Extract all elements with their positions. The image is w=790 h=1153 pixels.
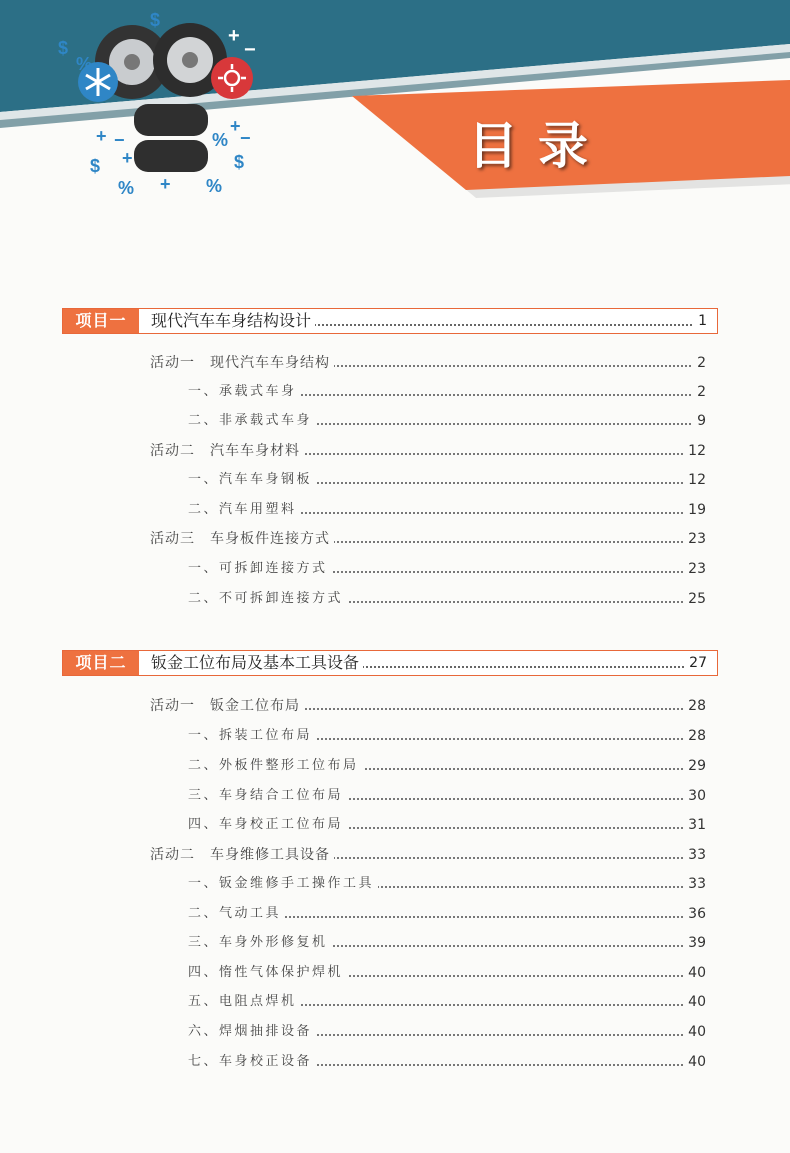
page-number: 31 — [684, 814, 706, 836]
project-heading[interactable] — [62, 308, 718, 334]
percent-icon: % — [118, 178, 135, 198]
plus-icon: + — [96, 126, 107, 146]
toc-section[interactable] — [0, 903, 790, 925]
toc-label: 二、不可拆卸连接方式 — [188, 588, 347, 610]
sun-icon — [211, 57, 253, 99]
page-number: 29 — [684, 755, 706, 777]
toc-section[interactable] — [0, 873, 790, 895]
toc-label: 活动二 车身维修工具设备 — [150, 844, 334, 866]
toc-section[interactable] — [0, 932, 790, 954]
toc-label: 一、拆装工位布局 — [188, 725, 316, 747]
plus-icon: + — [160, 174, 171, 194]
toc-section[interactable] — [0, 469, 790, 491]
project-title: 钣金工位布局及基本工具设备 — [151, 651, 363, 675]
dollar-icon: $ — [90, 156, 101, 176]
toc-label: 七、车身校正设备 — [188, 1051, 316, 1073]
toc-section[interactable] — [0, 962, 790, 984]
page-number: 27 — [685, 651, 707, 675]
toc-label: 二、外板件整形工位布局 — [188, 755, 363, 777]
toc-label: 二、气动工具 — [188, 903, 285, 925]
page-number: 36 — [684, 903, 706, 925]
toc-section[interactable] — [0, 755, 790, 777]
toc-section[interactable] — [0, 785, 790, 807]
toc-label: 三、车身结合工位布局 — [188, 785, 347, 807]
project-title: 现代汽车车身结构设计 — [151, 309, 315, 333]
page-number: 40 — [684, 962, 706, 984]
page-number: 30 — [684, 785, 706, 807]
toc-label: 四、车身校正工位布局 — [188, 814, 347, 836]
page-number: 40 — [684, 1021, 706, 1043]
toc-label: 一、汽车车身钢板 — [188, 469, 316, 491]
page-number: 40 — [684, 1051, 706, 1073]
minus-icon: − — [114, 130, 125, 150]
page-title: 目录 — [468, 117, 608, 175]
toc-section[interactable] — [0, 558, 790, 580]
toc-label: 二、汽车用塑料 — [188, 499, 301, 521]
page-number: 33 — [684, 873, 706, 895]
project-tag: 项目一 — [63, 309, 139, 333]
dollar-icon: $ — [150, 10, 161, 30]
toc-label: 五、电阻点焊机 — [188, 991, 301, 1013]
dollar-icon: $ — [234, 152, 245, 172]
page-number: 9 — [693, 410, 706, 432]
toc-section[interactable] — [0, 588, 790, 610]
page-number: 19 — [684, 499, 706, 521]
page-number: 39 — [684, 932, 706, 954]
page-number: 23 — [684, 558, 706, 580]
project-tag: 项目二 — [63, 651, 139, 675]
toc-label: 活动三 车身板件连接方式 — [150, 528, 334, 550]
percent-icon: % — [76, 54, 93, 74]
plus-icon: + — [230, 116, 241, 136]
toc-label: 一、钣金维修手工操作工具 — [188, 873, 378, 895]
toc-activity[interactable] — [0, 844, 790, 866]
plus-icon: + — [228, 25, 240, 47]
toc-label: 六、焊烟抽排设备 — [188, 1021, 316, 1043]
toc-activity[interactable] — [0, 695, 790, 717]
plus-icon: + — [122, 148, 133, 168]
minus-icon: − — [244, 39, 256, 61]
toc-section[interactable] — [0, 814, 790, 836]
page-number: 12 — [684, 440, 706, 462]
toc-label: 活动二 汽车车身材料 — [150, 440, 304, 462]
toc-label: 活动一 钣金工位布局 — [150, 695, 304, 717]
page-number: 23 — [684, 528, 706, 550]
page-number: 25 — [684, 588, 706, 610]
page-number: 40 — [684, 991, 706, 1013]
page-number: 28 — [684, 725, 706, 747]
toc-label: 一、可拆卸连接方式 — [188, 558, 332, 580]
toc-section[interactable] — [0, 1021, 790, 1043]
project-heading[interactable] — [62, 650, 718, 676]
page-number: 12 — [684, 469, 706, 491]
toc-label: 四、惰性气体保护焊机 — [188, 962, 347, 984]
header-decoration — [0, 0, 300, 210]
toc-section[interactable] — [0, 499, 790, 521]
page-number: 2 — [693, 381, 706, 403]
percent-icon: % — [212, 130, 229, 150]
toc-section[interactable] — [0, 991, 790, 1013]
toc-activity[interactable] — [0, 440, 790, 462]
toc-section[interactable] — [0, 410, 790, 432]
percent-icon: % — [206, 176, 223, 196]
page-number: 1 — [694, 309, 707, 333]
toc-label: 活动一 现代汽车车身结构 — [150, 352, 334, 374]
toc-section[interactable] — [0, 725, 790, 747]
dollar-icon: $ — [58, 38, 69, 58]
toc-activity[interactable] — [0, 528, 790, 550]
toc-activity[interactable] — [0, 352, 790, 374]
toc-section[interactable] — [0, 1051, 790, 1073]
page-number: 28 — [684, 695, 706, 717]
toc-label: 一、承载式车身 — [188, 381, 301, 403]
toc-label: 三、车身外形修复机 — [188, 932, 332, 954]
tire-icon — [134, 104, 208, 172]
toc-section[interactable] — [0, 381, 790, 403]
minus-icon: − — [240, 128, 251, 148]
page-number: 33 — [684, 844, 706, 866]
toc-label: 二、非承载式车身 — [188, 410, 316, 432]
page-number: 2 — [693, 352, 706, 374]
